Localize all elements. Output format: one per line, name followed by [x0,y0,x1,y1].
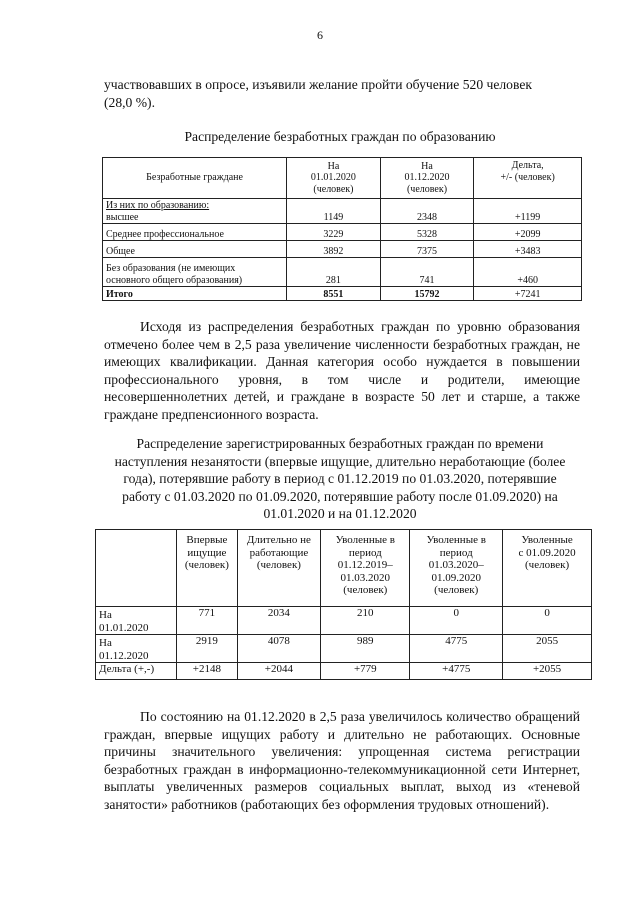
row-label: Среднее профессиональное [103,224,287,241]
table1-caption: Распределение безработных граждан по образованию [184,129,496,144]
row-label: На 01.12.2020 [96,635,177,663]
cell-delta: +460 [474,258,582,287]
cell-value: 1149 [287,199,381,224]
table-row [96,663,592,680]
cell-value: 210 [321,607,410,635]
cell-value: 5328 [380,224,474,241]
cell-value: +4775 [410,663,503,680]
cell-value: +2044 [237,663,321,680]
header-cell: Длительно не работающие (человек) [237,530,321,607]
unemployment-duration-table [95,529,592,680]
table-row [103,258,582,287]
cell-value: 8551 [287,287,381,301]
analysis-paragraph: Исходя из распределения безработных граждан по уровню образования отмечено более чем в 2,5 раза увеличение численности безработных граждан, не имеющих квалификации. Данная категория особо нуждается в повышении профессионального уровня, в том числе и родители, имеющие несовершеннолетних детей, и граждане в возрасте 50 лет и старше, а также граждане предпенсионного возраста. [104,319,580,422]
header-cell: Безработные граждане [103,158,287,199]
cell-value: 2055 [503,635,592,663]
cell-value: 3892 [287,241,381,258]
cell-delta: +1199 [474,199,582,224]
cell-value: 7375 [380,241,474,258]
header-cell: Уволенные с 01.09.2020 (человек) [503,530,592,607]
cell-value: 2348 [380,199,474,224]
cell-value: 2034 [237,607,321,635]
header-cell: На 01.01.2020 (человек) [287,158,381,199]
header-cell: Впервые ищущие (человек) [177,530,237,607]
table-total-row [103,287,582,301]
table2-caption: Распределение зарегистрированных безработных граждан по времени наступления незанятости (впервые ищущие, длительно неработающие (более года), потерявшие работу в период с 01.12.2019 по 01.03.2020, потерявшие работу с 01.03.2020 по 01.09.2020, потерявшие работу после 01.09.2020) на 01.01.2020 и на 01.12.2020 [114,436,566,521]
row-label: Без образования (не имеющих основного общего образования) [103,258,287,287]
row-label: Итого [103,287,287,301]
cell-value: 4775 [410,635,503,663]
cell-value: 2919 [177,635,237,663]
table-header-row [96,530,592,607]
table-row [96,635,592,663]
intro-line: (28,0 %). [104,94,155,110]
cell-value: 989 [321,635,410,663]
cell-value: 3229 [287,224,381,241]
header-cell: Уволенные в период 01.12.2019– 01.03.2020 (человек) [321,530,410,607]
cell-delta: +3483 [474,241,582,258]
cell-value: +2055 [503,663,592,680]
cell-delta: +2099 [474,224,582,241]
cell-delta: +7241 [474,287,582,301]
row-label: Дельта (+,-) [96,663,177,680]
page-number: 6 [317,28,323,42]
cell-value: 0 [410,607,503,635]
header-cell-empty [96,530,177,607]
cell-value: +779 [321,663,410,680]
cell-value: 4078 [237,635,321,663]
table-row [103,241,582,258]
header-cell: На 01.12.2020 (человек) [380,158,474,199]
row-label: Из них по образованию: высшее [103,199,287,224]
row-label: Общее [103,241,287,258]
cell-value: 0 [503,607,592,635]
cell-value: 741 [380,258,474,287]
conclusion-paragraph: По состоянию на 01.12.2020 в 2,5 раза увеличилось количество обращений граждан, впервые ищущих работу и длительно не работающих. Основные причины значительного увеличения: упрощенная система регистрации безработных граждан в информационно-телекоммуникационной сети Интернет, выплаты увеличенных размеров социальных выплат, выход из «теневой занятости» работников (работающих без оформления трудовых отношений). [104,709,580,812]
header-cell: Дельта, +/- (человек) [474,158,582,199]
cell-value: 771 [177,607,237,635]
education-table [102,157,582,301]
table-row [96,607,592,635]
table-row [103,199,582,224]
header-cell: Уволенные в период 01.03.2020– 01.09.2020 (человек) [410,530,503,607]
intro-paragraph [104,76,580,111]
table-row [103,224,582,241]
table-header-row [103,158,582,199]
row-label: На 01.01.2020 [96,607,177,635]
intro-line: участвовавших в опросе, изъявили желание пройти обучение 520 человек [104,77,532,92]
cell-value: +2148 [177,663,237,680]
cell-value: 281 [287,258,381,287]
cell-value: 15792 [380,287,474,301]
